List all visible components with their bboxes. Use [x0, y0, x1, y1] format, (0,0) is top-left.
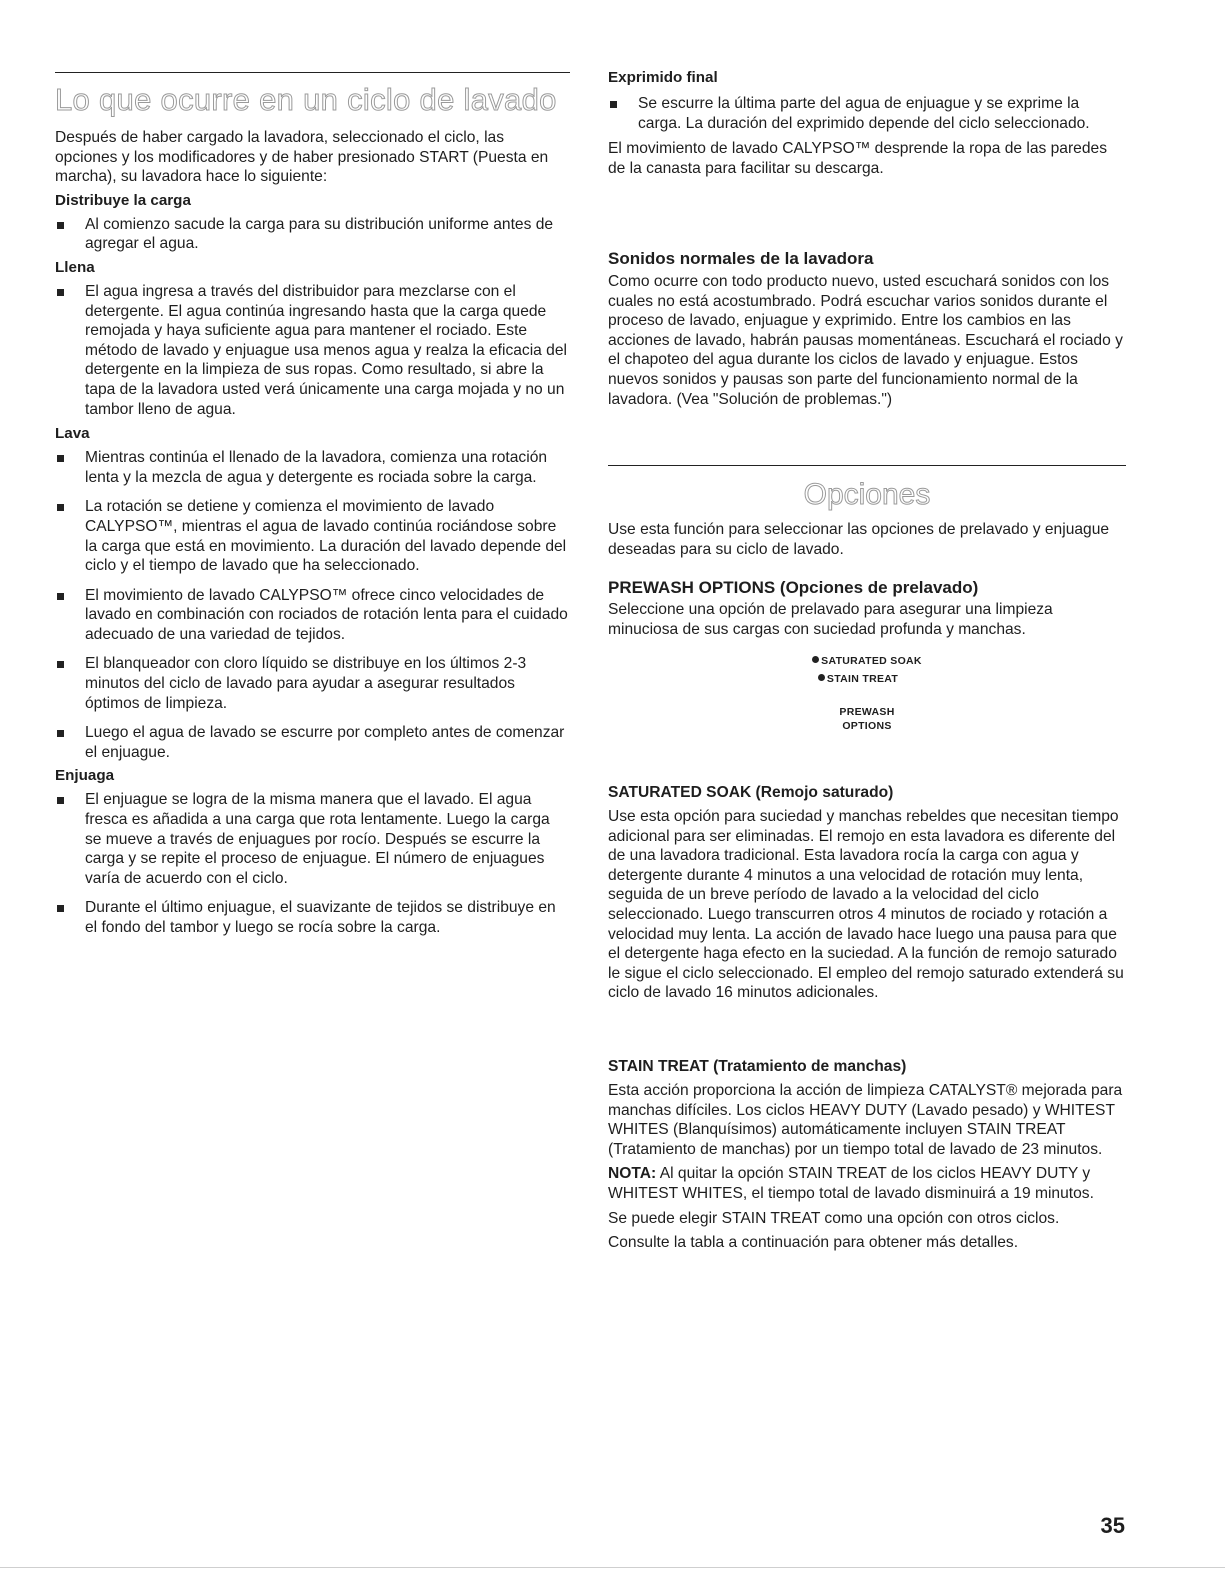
list-item: Mientras continúa el llenado de la lavadora, comienza una rotación lenta y la mezcla de agua y detergente es rociada sobre la carga.	[55, 448, 570, 487]
section-title-ciclo: Lo que ocurre en un ciclo de lavado	[55, 82, 557, 117]
prewash-options-button[interactable]	[608, 705, 1126, 733]
heading-sonidos: Sonidos normales de la lavadora	[608, 249, 874, 268]
exprimido-section	[608, 68, 1126, 178]
page-number: 35	[1100, 1513, 1125, 1538]
sonidos-section	[608, 248, 1126, 409]
heading-distribuye: Distribuye la carga	[55, 191, 191, 209]
saturated-text: Use esta opción para suciedad y manchas rebeldes que necesitan tiempo adicional para ser eliminadas. El remojo en esta lavadora es diferente del de una lavadora tradicional. Esta lavadora rocía la carga con agua y detergente durante 4 minutos a una velocidad de rotación muy lenta, seguida de un breve período de lavado a la velocidad del ciclo seleccionado. Luego transcurren otros 4 minutos de rociado y rotación a velocidad muy lenta. La acción de lavado hace luego una pausa para que el detergente haga efecto en la suciedad. A la función de remojo saturado le sigue el ciclo seleccionado. El empleo del remojo saturado extenderá su ciclo de lavado 16 minutos adicionales.	[608, 808, 1124, 1002]
list-item: El enjuague se logra de la misma manera que el lavado. El agua fresca es añadida a una carga que rota lentamente. Luego la carga se mueve a través de enjuagues por rocío. Después se escurre la carga y se repite el proceso de enjuague. El número de enjuagues varía de acuerdo con el ciclo.	[55, 790, 570, 888]
sonidos-text: Como ocurre con todo producto nuevo, usted escuchará sonidos con los cuales no está acostumbrado. Podrá escuchar varios sonidos durante el proceso de lavado, enjuague y exprimido. Entre los cambios en las acciones de lavado, habrán pausas momentáneas. Escuchará el rociado y el chapoteo del agua durante los ciclos de lavado y enjuague. Estos nuevos sonidos y pausas son parte del funcionamiento normal de la lavadora. (Vea "Solución de problemas.")	[608, 273, 1123, 408]
section-title-opciones: Opciones	[803, 478, 931, 511]
prewash-panel	[608, 655, 1126, 733]
page-bottom-edge	[0, 1567, 1225, 1568]
stain-paragraph-2: Se puede elegir STAIN TREAT como una opción con otros ciclos.	[608, 1209, 1060, 1227]
list-exprimido	[608, 94, 1126, 133]
list-lava	[55, 448, 570, 762]
heading-exprimido: Exprimido final	[608, 69, 718, 86]
list-item: La rotación se detiene y comienza el movimiento de lavado CALYPSO™, mientras el agua de lavado continúa rociándose sobre la carga que está en movimiento. La duración del lavado depende del ciclo y el tiempo de lavado que ha seleccionado.	[55, 497, 570, 575]
left-content	[55, 128, 570, 938]
list-enjuaga	[55, 790, 570, 937]
saturated-section	[608, 783, 1126, 1003]
list-item: El blanqueador con cloro líquido se distribuye en los últimos 2-3 minutos del ciclo de lavado para ayudar a asegurar resultados óptimos de limpieza.	[55, 654, 570, 713]
opciones-intro: Use esta función para seleccionar las opciones de prelavado y enjuague deseadas para su ciclo de lavado.	[608, 521, 1110, 558]
nota-text: Al quitar la opción STAIN TREAT de los ciclos HEAVY DUTY y WHITEST WHITES, el tiempo total de lavado disminuirá a 19 minutos.	[608, 1165, 1094, 1202]
list-item: El agua ingresa a través del distribuidor para mezclarse con el detergente. El agua continúa ingresando hasta que la carga quede remojada y haya suficiente agua para mantener el rociado. Este método de lavado y enjuague usa menos agua y realza la eficacia del detergente en la limpieza de sus ropas. Como resultado, si abre la tapa de la lavadora usted verá únicamente una carga mojada y no un tambor lleno de agua.	[55, 282, 570, 419]
heading-stain-treat: STAIN TREAT (Tratamiento de manchas)	[608, 1058, 907, 1075]
intro-paragraph: Después de haber cargado la lavadora, seleccionado el ciclo, las opciones y los modificadores y de haber presionado START (Puesta en marcha), su lavadora hace lo siguiente:	[55, 129, 549, 186]
nota-paragraph	[608, 1164, 1126, 1203]
stain-section	[608, 1057, 1126, 1253]
list-item: Se escurre la última parte del agua de enjuague y se exprime la carga. La duración del exprimido depende del ciclo seleccionado.	[608, 94, 1126, 133]
list-item: El movimiento de lavado CALYPSO™ ofrece cinco velocidades de lavado en combinación con rociados de rotación lenta para el cuidado adecuado de una variedad de tejidos.	[55, 586, 570, 645]
list-item: Al comienzo sacude la carga para su distribución uniforme antes de agregar el agua.	[55, 215, 570, 254]
heading-saturated-soak: SATURATED SOAK (Remojo saturado)	[608, 784, 894, 801]
exprimido-text: El movimiento de lavado CALYPSO™ desprende la ropa de las paredes de la canasta para facilitar su descarga.	[608, 140, 1107, 177]
panel-option-saturated-soak[interactable]: SATURATED SOAK	[608, 655, 1126, 667]
right-mid-rule	[608, 465, 1126, 466]
heading-prewash: PREWASH OPTIONS (Opciones de prelavado)	[608, 578, 979, 598]
prewash-text: Seleccione una opción de prelavado para asegurar una limpieza minuciosa de sus cargas con suciedad profunda y manchas.	[608, 601, 1053, 638]
heading-llena: Llena	[55, 258, 95, 276]
list-item: Luego el agua de lavado se escurre por completo antes de comenzar el enjuague.	[55, 723, 570, 762]
panel-option-stain-treat[interactable]: STAIN TREAT	[608, 673, 1126, 685]
stain-paragraph-3: Consulte la tabla a continuación para obtener más detalles.	[608, 1234, 1019, 1252]
left-top-rule	[55, 72, 570, 73]
panel-label-line-1: PREWASH	[839, 706, 895, 718]
indicator-light-icon	[812, 656, 819, 663]
heading-enjuaga: Enjuaga	[55, 767, 115, 785]
nota-label: NOTA:	[608, 1165, 657, 1183]
list-llena	[55, 282, 570, 419]
list-distribuye	[55, 215, 570, 254]
list-item: Durante el último enjuague, el suavizante de tejidos se distribuye en el fondo del tambor y luego se rocía sobre la carga.	[55, 898, 570, 937]
indicator-light-icon	[818, 674, 825, 681]
stain-text: Esta acción proporciona la acción de limpieza CATALYST® mejorada para manchas difíciles. Los ciclos HEAVY DUTY (Lavado pesado) y WHITEST WHITES (Blanquísimos) automáticamente incluyen STAIN TREAT (Tratamiento de manchas) por un tiempo total de lavado de 23 minutos.	[608, 1082, 1123, 1158]
panel-label-line-2: OPTIONS	[842, 720, 892, 732]
opciones-content	[608, 520, 1126, 639]
heading-lava: Lava	[55, 425, 90, 443]
